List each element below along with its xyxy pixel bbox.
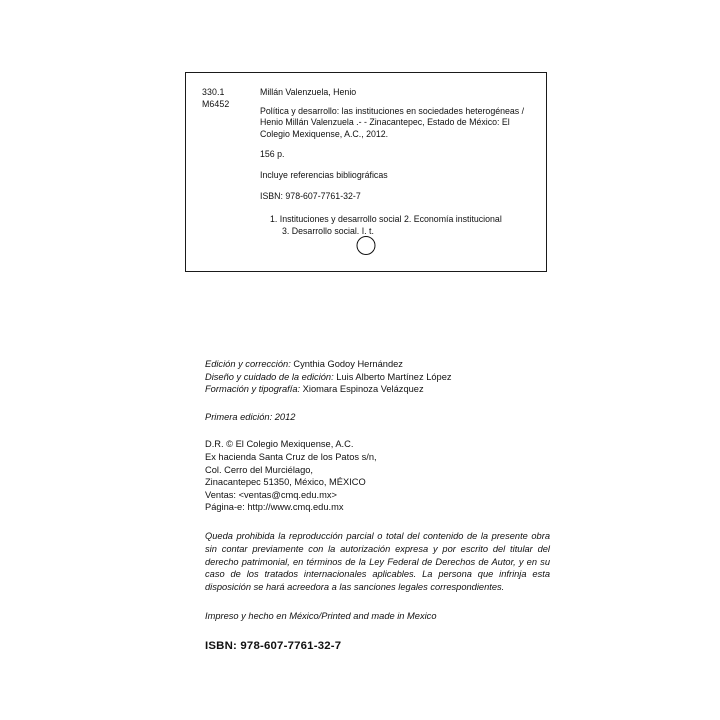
cip-subjects-line-1: 1. Instituciones y desarrollo social 2. Economía institucional	[270, 214, 502, 225]
credit-value: Xiomara Espinoza Velázquez	[302, 384, 424, 395]
imprint-line: Col. Cerro del Murciélago,	[205, 464, 313, 475]
circle-mark-icon	[357, 236, 376, 255]
isbn-final: ISBN: 978-607-7761-32-7	[205, 639, 342, 652]
cip-author: Millán Valenzuela, Henio	[260, 87, 357, 97]
imprint-sales-email: Ventas: <ventas@cmq.edu.mx>	[205, 489, 337, 500]
cip-isbn: ISBN: 978-607-7761-32-7	[260, 190, 361, 201]
cip-classification-line-2: M6452	[202, 98, 230, 109]
edition-statement: Primera edición: 2012	[205, 411, 296, 422]
cip-extent: 156 p.	[260, 149, 285, 160]
colophon	[205, 358, 565, 652]
credit-line	[205, 383, 565, 396]
credit-line	[205, 358, 565, 371]
cip-classification	[202, 87, 260, 110]
cip-notes: Incluye referencias bibliográficas	[260, 169, 388, 180]
imprint-block	[205, 438, 565, 514]
imprint-website: Página-e: http://www.cmq.edu.mx	[205, 502, 344, 513]
credit-value: Cynthia Godoy Hernández	[293, 359, 403, 369]
imprint-line: Zinacantepec 51350, México, MÉXICO	[205, 477, 366, 488]
cip-card-top-row	[202, 87, 530, 238]
imprint-line: D.R. © El Colegio Mexiquense, A.C.	[205, 439, 354, 450]
credit-label: Edición y corrección:	[205, 359, 291, 369]
cip-title-statement: Política y desarrollo: las instituciones en sociedades heterogéneas / Henio Millán Valenzuela .- - Zinacantepec, Estado de México: El Colegio Mexiquense, A.C., 2012.	[260, 105, 525, 139]
cip-subjects-line-2: 3. Desarrollo social. I. t.	[282, 225, 374, 236]
credit-label: Formación y tipografía:	[205, 384, 301, 395]
imprint-line: Ex hacienda Santa Cruz de los Patos s/n,	[205, 451, 377, 462]
cip-card	[185, 72, 547, 272]
credit-line	[205, 371, 565, 384]
credits-block	[205, 358, 565, 396]
cip-subjects	[260, 214, 530, 238]
credit-value: Luis Alberto Martínez López	[336, 371, 452, 382]
legal-notice: Queda prohibida la reproducción parcial o total del contenido de la presente obra sin contar previamente con la autorización expresa y por escrito del titular del derecho patrimonial, en términos de la Ley Federal de Derechos de Autor, y en su caso de los tratados internacionales aplicables. La persona que infrinja esta disposición se hará acreedora a las sanciones legales correspondientes.	[205, 530, 550, 593]
printed-in-statement: Impreso y hecho en México/Printed and made in Mexico	[205, 610, 437, 621]
credit-label: Diseño y cuidado de la edición:	[205, 371, 334, 382]
cip-classification-line-1: 330.1	[202, 87, 225, 97]
cip-body	[260, 87, 530, 238]
